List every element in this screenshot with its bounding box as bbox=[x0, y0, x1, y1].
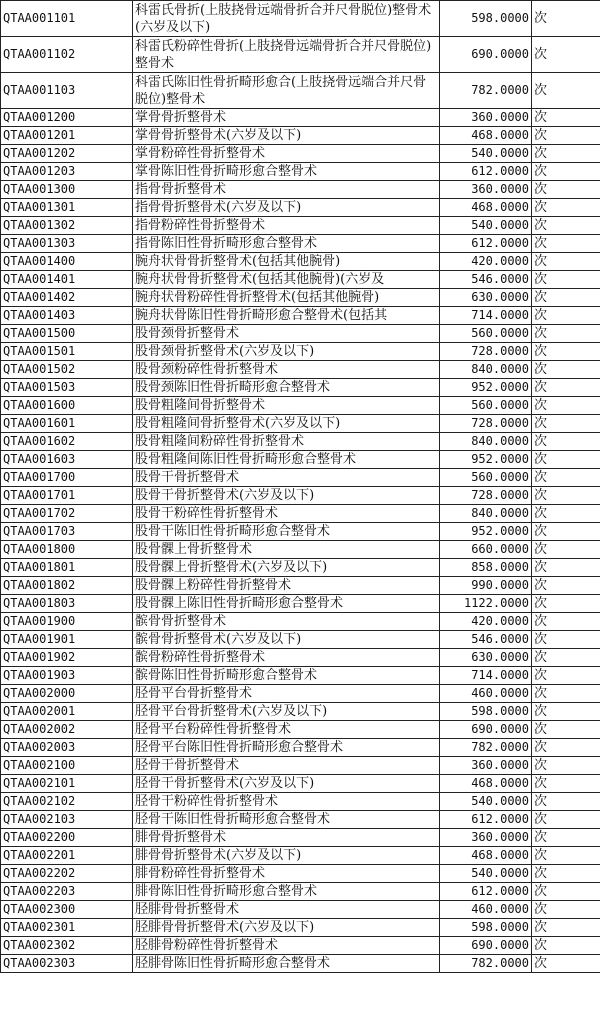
item-code-cell: QTAA002003 bbox=[1, 739, 133, 757]
table-row bbox=[1, 415, 600, 433]
item-name-cell: 股骨粗隆间粉碎性骨折整骨术 bbox=[133, 433, 440, 451]
item-name-cell: 股骨髁上骨折整骨术(六岁及以下) bbox=[133, 559, 440, 577]
item-code-cell: QTAA001400 bbox=[1, 253, 133, 271]
item-code-cell: QTAA002100 bbox=[1, 757, 133, 775]
item-unit-cell: 次 bbox=[532, 181, 600, 199]
item-name-cell: 掌骨陈旧性骨折畸形愈合整骨术 bbox=[133, 163, 440, 181]
item-name-cell: 髌骨骨折整骨术(六岁及以下) bbox=[133, 631, 440, 649]
item-price-cell: 360.0000 bbox=[440, 757, 532, 775]
item-name-cell: 胫骨干陈旧性骨折畸形愈合整骨术 bbox=[133, 811, 440, 829]
table-row bbox=[1, 613, 600, 631]
item-name-cell: 胫骨平台粉碎性骨折整骨术 bbox=[133, 721, 440, 739]
table-row bbox=[1, 109, 600, 127]
table-row bbox=[1, 73, 600, 109]
item-price-cell: 360.0000 bbox=[440, 829, 532, 847]
item-unit-cell: 次 bbox=[532, 649, 600, 667]
item-unit-cell: 次 bbox=[532, 397, 600, 415]
item-price-cell: 460.0000 bbox=[440, 685, 532, 703]
item-price-cell: 598.0000 bbox=[440, 703, 532, 721]
item-unit-cell: 次 bbox=[532, 937, 600, 955]
item-unit-cell: 次 bbox=[532, 217, 600, 235]
item-code-cell: QTAA001302 bbox=[1, 217, 133, 235]
table-row bbox=[1, 883, 600, 901]
item-code-cell: QTAA001200 bbox=[1, 109, 133, 127]
item-code-cell: QTAA001900 bbox=[1, 613, 133, 631]
item-unit-cell: 次 bbox=[532, 883, 600, 901]
item-code-cell: QTAA002101 bbox=[1, 775, 133, 793]
item-unit-cell: 次 bbox=[532, 829, 600, 847]
item-unit-cell: 次 bbox=[532, 1, 600, 37]
table-row bbox=[1, 865, 600, 883]
item-price-cell: 360.0000 bbox=[440, 181, 532, 199]
item-name-cell: 股骨粗隆间骨折整骨术(六岁及以下) bbox=[133, 415, 440, 433]
table-row bbox=[1, 541, 600, 559]
item-unit-cell: 次 bbox=[532, 721, 600, 739]
table-row bbox=[1, 253, 600, 271]
table-row bbox=[1, 757, 600, 775]
item-code-cell: QTAA002202 bbox=[1, 865, 133, 883]
item-code-cell: QTAA002102 bbox=[1, 793, 133, 811]
item-name-cell: 胫腓骨骨折整骨术 bbox=[133, 901, 440, 919]
item-price-cell: 690.0000 bbox=[440, 721, 532, 739]
item-unit-cell: 次 bbox=[532, 271, 600, 289]
item-price-cell: 990.0000 bbox=[440, 577, 532, 595]
item-name-cell: 掌骨骨折整骨术 bbox=[133, 109, 440, 127]
item-code-cell: QTAA001603 bbox=[1, 451, 133, 469]
item-unit-cell: 次 bbox=[532, 739, 600, 757]
item-price-cell: 952.0000 bbox=[440, 523, 532, 541]
table-row bbox=[1, 523, 600, 541]
item-unit-cell: 次 bbox=[532, 145, 600, 163]
item-name-cell: 股骨颈陈旧性骨折畸形愈合整骨术 bbox=[133, 379, 440, 397]
table-row bbox=[1, 505, 600, 523]
table-row bbox=[1, 631, 600, 649]
item-price-cell: 858.0000 bbox=[440, 559, 532, 577]
item-name-cell: 股骨髁上陈旧性骨折畸形愈合整骨术 bbox=[133, 595, 440, 613]
item-price-cell: 714.0000 bbox=[440, 667, 532, 685]
item-code-cell: QTAA001201 bbox=[1, 127, 133, 145]
item-code-cell: QTAA002203 bbox=[1, 883, 133, 901]
item-price-cell: 540.0000 bbox=[440, 217, 532, 235]
table-row bbox=[1, 919, 600, 937]
table-row bbox=[1, 595, 600, 613]
item-unit-cell: 次 bbox=[532, 307, 600, 325]
item-name-cell: 科雷氏粉碎性骨折(上肢挠骨远端骨折合并尺骨脱位)整骨术 bbox=[133, 37, 440, 73]
item-unit-cell: 次 bbox=[532, 595, 600, 613]
table-row bbox=[1, 433, 600, 451]
table-row bbox=[1, 343, 600, 361]
item-code-cell: QTAA002300 bbox=[1, 901, 133, 919]
item-code-cell: QTAA001403 bbox=[1, 307, 133, 325]
item-price-cell: 468.0000 bbox=[440, 127, 532, 145]
item-price-cell: 840.0000 bbox=[440, 433, 532, 451]
item-price-cell: 468.0000 bbox=[440, 847, 532, 865]
item-price-cell: 612.0000 bbox=[440, 811, 532, 829]
item-unit-cell: 次 bbox=[532, 667, 600, 685]
item-code-cell: QTAA001901 bbox=[1, 631, 133, 649]
item-unit-cell: 次 bbox=[532, 685, 600, 703]
item-name-cell: 胫骨平台骨折整骨术 bbox=[133, 685, 440, 703]
table-row bbox=[1, 937, 600, 955]
table-row bbox=[1, 199, 600, 217]
table-row bbox=[1, 721, 600, 739]
item-name-cell: 股骨髁上骨折整骨术 bbox=[133, 541, 440, 559]
table-row bbox=[1, 1, 600, 37]
item-unit-cell: 次 bbox=[532, 199, 600, 217]
item-price-cell: 540.0000 bbox=[440, 145, 532, 163]
item-name-cell: 科雷氏骨折(上肢挠骨远端骨折合并尺骨脱位)整骨术(六岁及以下) bbox=[133, 1, 440, 37]
item-unit-cell: 次 bbox=[532, 793, 600, 811]
item-code-cell: QTAA001203 bbox=[1, 163, 133, 181]
table-row bbox=[1, 667, 600, 685]
item-unit-cell: 次 bbox=[532, 415, 600, 433]
table-row bbox=[1, 127, 600, 145]
item-name-cell: 指骨骨折整骨术(六岁及以下) bbox=[133, 199, 440, 217]
table-row bbox=[1, 469, 600, 487]
item-price-cell: 360.0000 bbox=[440, 109, 532, 127]
item-unit-cell: 次 bbox=[532, 847, 600, 865]
item-code-cell: QTAA002200 bbox=[1, 829, 133, 847]
item-unit-cell: 次 bbox=[532, 955, 600, 973]
table-row bbox=[1, 559, 600, 577]
item-name-cell: 胫骨干粉碎性骨折整骨术 bbox=[133, 793, 440, 811]
item-price-cell: 420.0000 bbox=[440, 253, 532, 271]
table-row bbox=[1, 217, 600, 235]
item-code-cell: QTAA001800 bbox=[1, 541, 133, 559]
item-code-cell: QTAA001602 bbox=[1, 433, 133, 451]
item-name-cell: 胫腓骨骨折整骨术(六岁及以下) bbox=[133, 919, 440, 937]
item-price-cell: 952.0000 bbox=[440, 451, 532, 469]
item-name-cell: 股骨干陈旧性骨折畸形愈合整骨术 bbox=[133, 523, 440, 541]
item-code-cell: QTAA001202 bbox=[1, 145, 133, 163]
item-code-cell: QTAA001301 bbox=[1, 199, 133, 217]
item-name-cell: 腓骨骨折整骨术 bbox=[133, 829, 440, 847]
item-price-cell: 598.0000 bbox=[440, 1, 532, 37]
item-code-cell: QTAA002303 bbox=[1, 955, 133, 973]
table-row bbox=[1, 379, 600, 397]
item-name-cell: 腕舟状骨骨折整骨术(包括其他腕骨)(六岁及 bbox=[133, 271, 440, 289]
item-unit-cell: 次 bbox=[532, 919, 600, 937]
item-unit-cell: 次 bbox=[532, 235, 600, 253]
item-name-cell: 指骨骨折整骨术 bbox=[133, 181, 440, 199]
item-name-cell: 胫骨平台陈旧性骨折畸形愈合整骨术 bbox=[133, 739, 440, 757]
item-price-cell: 546.0000 bbox=[440, 271, 532, 289]
item-price-cell: 782.0000 bbox=[440, 739, 532, 757]
table-row bbox=[1, 847, 600, 865]
item-code-cell: QTAA002002 bbox=[1, 721, 133, 739]
item-code-cell: QTAA001801 bbox=[1, 559, 133, 577]
table-row bbox=[1, 163, 600, 181]
item-unit-cell: 次 bbox=[532, 541, 600, 559]
item-name-cell: 股骨干骨折整骨术(六岁及以下) bbox=[133, 487, 440, 505]
item-name-cell: 腓骨骨折整骨术(六岁及以下) bbox=[133, 847, 440, 865]
item-name-cell: 掌骨粉碎性骨折整骨术 bbox=[133, 145, 440, 163]
item-code-cell: QTAA002000 bbox=[1, 685, 133, 703]
item-price-cell: 630.0000 bbox=[440, 289, 532, 307]
item-name-cell: 股骨颈骨折整骨术(六岁及以下) bbox=[133, 343, 440, 361]
item-price-cell: 728.0000 bbox=[440, 343, 532, 361]
item-unit-cell: 次 bbox=[532, 361, 600, 379]
item-unit-cell: 次 bbox=[532, 865, 600, 883]
item-price-cell: 728.0000 bbox=[440, 487, 532, 505]
table-row bbox=[1, 361, 600, 379]
item-code-cell: QTAA002103 bbox=[1, 811, 133, 829]
item-unit-cell: 次 bbox=[532, 343, 600, 361]
item-unit-cell: 次 bbox=[532, 559, 600, 577]
table-row bbox=[1, 901, 600, 919]
item-unit-cell: 次 bbox=[532, 325, 600, 343]
table-row bbox=[1, 487, 600, 505]
item-code-cell: QTAA001700 bbox=[1, 469, 133, 487]
item-price-cell: 660.0000 bbox=[440, 541, 532, 559]
item-unit-cell: 次 bbox=[532, 523, 600, 541]
item-name-cell: 腕舟状骨骨折整骨术(包括其他腕骨) bbox=[133, 253, 440, 271]
item-price-cell: 468.0000 bbox=[440, 775, 532, 793]
item-name-cell: 髌骨陈旧性骨折畸形愈合整骨术 bbox=[133, 667, 440, 685]
item-price-cell: 840.0000 bbox=[440, 505, 532, 523]
item-price-cell: 540.0000 bbox=[440, 865, 532, 883]
table-row bbox=[1, 829, 600, 847]
table-row bbox=[1, 181, 600, 199]
item-unit-cell: 次 bbox=[532, 127, 600, 145]
item-name-cell: 掌骨骨折整骨术(六岁及以下) bbox=[133, 127, 440, 145]
item-unit-cell: 次 bbox=[532, 901, 600, 919]
table-row bbox=[1, 577, 600, 595]
item-price-cell: 1122.0000 bbox=[440, 595, 532, 613]
item-unit-cell: 次 bbox=[532, 775, 600, 793]
item-price-cell: 782.0000 bbox=[440, 955, 532, 973]
table-row bbox=[1, 235, 600, 253]
item-code-cell: QTAA001503 bbox=[1, 379, 133, 397]
item-code-cell: QTAA001803 bbox=[1, 595, 133, 613]
table-row bbox=[1, 271, 600, 289]
item-unit-cell: 次 bbox=[532, 163, 600, 181]
item-unit-cell: 次 bbox=[532, 505, 600, 523]
item-unit-cell: 次 bbox=[532, 631, 600, 649]
table-row bbox=[1, 739, 600, 757]
item-code-cell: QTAA002001 bbox=[1, 703, 133, 721]
item-code-cell: QTAA001701 bbox=[1, 487, 133, 505]
item-price-cell: 952.0000 bbox=[440, 379, 532, 397]
item-name-cell: 胫腓骨粉碎性骨折整骨术 bbox=[133, 937, 440, 955]
table-row bbox=[1, 955, 600, 973]
item-price-cell: 690.0000 bbox=[440, 937, 532, 955]
item-unit-cell: 次 bbox=[532, 289, 600, 307]
item-code-cell: QTAA001501 bbox=[1, 343, 133, 361]
table-row bbox=[1, 145, 600, 163]
item-price-cell: 612.0000 bbox=[440, 235, 532, 253]
item-code-cell: QTAA001703 bbox=[1, 523, 133, 541]
item-unit-cell: 次 bbox=[532, 73, 600, 109]
item-price-cell: 546.0000 bbox=[440, 631, 532, 649]
item-unit-cell: 次 bbox=[532, 613, 600, 631]
item-price-cell: 630.0000 bbox=[440, 649, 532, 667]
item-name-cell: 股骨颈粉碎性骨折整骨术 bbox=[133, 361, 440, 379]
item-price-cell: 460.0000 bbox=[440, 901, 532, 919]
item-price-cell: 560.0000 bbox=[440, 397, 532, 415]
item-code-cell: QTAA001102 bbox=[1, 37, 133, 73]
item-name-cell: 指骨粉碎性骨折整骨术 bbox=[133, 217, 440, 235]
item-code-cell: QTAA001103 bbox=[1, 73, 133, 109]
item-name-cell: 腓骨粉碎性骨折整骨术 bbox=[133, 865, 440, 883]
item-price-cell: 560.0000 bbox=[440, 469, 532, 487]
item-name-cell: 股骨髁上粉碎性骨折整骨术 bbox=[133, 577, 440, 595]
item-code-cell: QTAA002302 bbox=[1, 937, 133, 955]
item-code-cell: QTAA001300 bbox=[1, 181, 133, 199]
table-row bbox=[1, 37, 600, 73]
item-code-cell: QTAA001802 bbox=[1, 577, 133, 595]
item-unit-cell: 次 bbox=[532, 379, 600, 397]
item-unit-cell: 次 bbox=[532, 757, 600, 775]
item-unit-cell: 次 bbox=[532, 811, 600, 829]
item-unit-cell: 次 bbox=[532, 487, 600, 505]
item-price-cell: 420.0000 bbox=[440, 613, 532, 631]
table-row bbox=[1, 451, 600, 469]
item-name-cell: 股骨颈骨折整骨术 bbox=[133, 325, 440, 343]
item-price-cell: 540.0000 bbox=[440, 793, 532, 811]
item-unit-cell: 次 bbox=[532, 577, 600, 595]
item-code-cell: QTAA001500 bbox=[1, 325, 133, 343]
table-row bbox=[1, 685, 600, 703]
item-name-cell: 胫骨干骨折整骨术 bbox=[133, 757, 440, 775]
item-price-cell: 612.0000 bbox=[440, 883, 532, 901]
item-name-cell: 腕舟状骨陈旧性骨折畸形愈合整骨术(包括其 bbox=[133, 307, 440, 325]
item-code-cell: QTAA001402 bbox=[1, 289, 133, 307]
table-row bbox=[1, 775, 600, 793]
item-price-cell: 612.0000 bbox=[440, 163, 532, 181]
item-name-cell: 腓骨陈旧性骨折畸形愈合整骨术 bbox=[133, 883, 440, 901]
item-code-cell: QTAA002201 bbox=[1, 847, 133, 865]
item-name-cell: 胫骨干骨折整骨术(六岁及以下) bbox=[133, 775, 440, 793]
item-code-cell: QTAA002301 bbox=[1, 919, 133, 937]
table-row bbox=[1, 811, 600, 829]
item-name-cell: 股骨干粉碎性骨折整骨术 bbox=[133, 505, 440, 523]
item-unit-cell: 次 bbox=[532, 433, 600, 451]
item-code-cell: QTAA001502 bbox=[1, 361, 133, 379]
item-price-cell: 714.0000 bbox=[440, 307, 532, 325]
table-body bbox=[1, 1, 600, 973]
item-name-cell: 指骨陈旧性骨折畸形愈合整骨术 bbox=[133, 235, 440, 253]
table-row bbox=[1, 307, 600, 325]
item-price-cell: 468.0000 bbox=[440, 199, 532, 217]
item-name-cell: 科雷氏陈旧性骨折畸形愈合(上肢挠骨远端合并尺骨脱位)整骨术 bbox=[133, 73, 440, 109]
item-code-cell: QTAA001600 bbox=[1, 397, 133, 415]
item-price-cell: 598.0000 bbox=[440, 919, 532, 937]
item-code-cell: QTAA001401 bbox=[1, 271, 133, 289]
item-name-cell: 股骨干骨折整骨术 bbox=[133, 469, 440, 487]
item-name-cell: 股骨粗隆间陈旧性骨折畸形愈合整骨术 bbox=[133, 451, 440, 469]
item-code-cell: QTAA001601 bbox=[1, 415, 133, 433]
item-price-cell: 690.0000 bbox=[440, 37, 532, 73]
item-price-cell: 728.0000 bbox=[440, 415, 532, 433]
table-row bbox=[1, 649, 600, 667]
item-unit-cell: 次 bbox=[532, 451, 600, 469]
item-unit-cell: 次 bbox=[532, 253, 600, 271]
table-row bbox=[1, 289, 600, 307]
table-row bbox=[1, 397, 600, 415]
item-price-cell: 840.0000 bbox=[440, 361, 532, 379]
table-row bbox=[1, 793, 600, 811]
item-price-cell: 560.0000 bbox=[440, 325, 532, 343]
item-code-cell: QTAA001702 bbox=[1, 505, 133, 523]
item-code-cell: QTAA001303 bbox=[1, 235, 133, 253]
table-row bbox=[1, 325, 600, 343]
item-unit-cell: 次 bbox=[532, 469, 600, 487]
item-name-cell: 腕舟状骨粉碎性骨折整骨术(包括其他腕骨) bbox=[133, 289, 440, 307]
item-code-cell: QTAA001101 bbox=[1, 1, 133, 37]
item-name-cell: 胫腓骨陈旧性骨折畸形愈合整骨术 bbox=[133, 955, 440, 973]
item-name-cell: 胫骨平台骨折整骨术(六岁及以下) bbox=[133, 703, 440, 721]
item-code-cell: QTAA001902 bbox=[1, 649, 133, 667]
item-unit-cell: 次 bbox=[532, 703, 600, 721]
item-name-cell: 髌骨骨折整骨术 bbox=[133, 613, 440, 631]
table-row bbox=[1, 703, 600, 721]
item-unit-cell: 次 bbox=[532, 109, 600, 127]
item-name-cell: 股骨粗隆间骨折整骨术 bbox=[133, 397, 440, 415]
item-name-cell: 髌骨粉碎性骨折整骨术 bbox=[133, 649, 440, 667]
item-code-cell: QTAA001903 bbox=[1, 667, 133, 685]
item-unit-cell: 次 bbox=[532, 37, 600, 73]
item-price-cell: 782.0000 bbox=[440, 73, 532, 109]
